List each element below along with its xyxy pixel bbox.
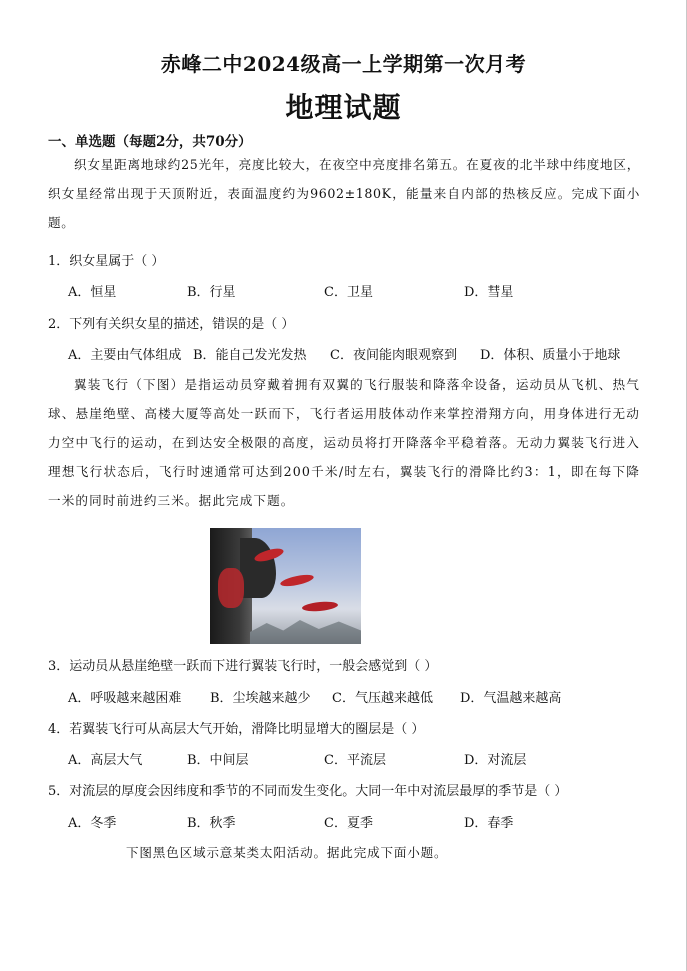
question-3-options [68,687,668,707]
question-3-option-b: B．尘埃越来越少 [210,691,311,706]
question-1-option-d: D．彗星 [464,285,514,300]
question-5-options [68,812,668,832]
question-5-stem: 5．对流层的厚度会因纬度和季节的不同而发生变化。大同一年中对流层最厚的季节是（ ） [48,784,568,799]
question-4-option-b: B．中间层 [187,753,249,768]
question-4-option-c: C．平流层 [324,753,386,768]
section-heading: 一、单选题（每题2分，共70分） [48,134,252,150]
question-5-option-d: D．春季 [464,816,514,831]
question-2-option-c: C．夜间能肉眼观察到 [330,348,457,363]
question-4-option-a: A．高层大气 [68,753,143,768]
exam-subject-title: 地理试题 [285,91,402,124]
photo-flyer-3 [302,600,339,614]
photo-flyer-2 [279,572,314,589]
question-5-option-b: B．秋季 [187,816,236,831]
question-5-option-c: C．夏季 [324,816,373,831]
photo-flyer-near [218,568,244,608]
question-1-option-c: C．卫星 [324,285,373,300]
reading-passage-vega: 织女星距离地球约25光年，亮度比较大，在夜空中亮度排名第五。在夏夜的北半球中纬度地区，织女星经常出现于天顶附近，表面温度约为9602±180K，能量来自内部的热核反应。完成下面小题。 [48,157,640,230]
question-3-stem: 3．运动员从悬崖绝壁一跃而下进行翼装飞行时，一般会感觉到（ ） [48,659,438,674]
question-4-option-d: D．对流层 [464,753,527,768]
question-3-option-d: D．气温越来越高 [460,691,562,706]
question-4-options [68,749,668,769]
question-5-option-a: A．冬季 [68,816,117,831]
reading-passage-solar-activity: 下图黑色区域示意某类太阳活动。据此完成下面小题。 [126,845,448,860]
question-3-option-a: A．呼吸越来越困难 [68,691,182,706]
exam-title: 赤峰二中2024级高一上学期第一次月考 [160,52,527,76]
question-1-stem: 1．织女星属于（ ） [48,254,165,269]
wingsuit-flying-photo [210,528,361,644]
question-2-option-d: D．体积、质量小于地球 [480,348,621,363]
question-1-option-a: A．恒星 [68,285,117,300]
reading-passage-wingsuit: 翼装飞行（下图）是指运动员穿戴着拥有双翼的飞行服装和降落伞设备，运动员从飞机、热气球、悬崖绝壁、高楼大厦等高处一跃而下，飞行者运用肢体动作来掌控滑翔方向，用身体进行无动力空中飞行的运动，在到达安全极限的高度，运动员将打开降落伞平稳着落。无动力翼装飞行进入理想飞行状态后，飞行时速通常可达到200千米/时左右，翼装飞行的滑降比约3：1，即在每下降一米的同时前进约三米。据此完成下题。 [48,377,640,508]
question-1-options [68,281,668,301]
question-3-option-c: C．气压越来越低 [332,691,433,706]
question-1-option-b: B．行星 [187,285,236,300]
question-2-stem: 2．下列有关织女星的描述，错误的是（ ） [48,317,295,332]
question-4-stem: 4．若翼装飞行可从高层大气开始，滑降比明显增大的圈层是（ ） [48,722,425,737]
question-2-option-b: B．能自己发光发热 [193,348,307,363]
photo-rock [240,538,276,598]
question-2-options [68,344,668,364]
question-2-option-a: A．主要由气体组成 [68,348,182,363]
photo-mountains [250,614,361,644]
